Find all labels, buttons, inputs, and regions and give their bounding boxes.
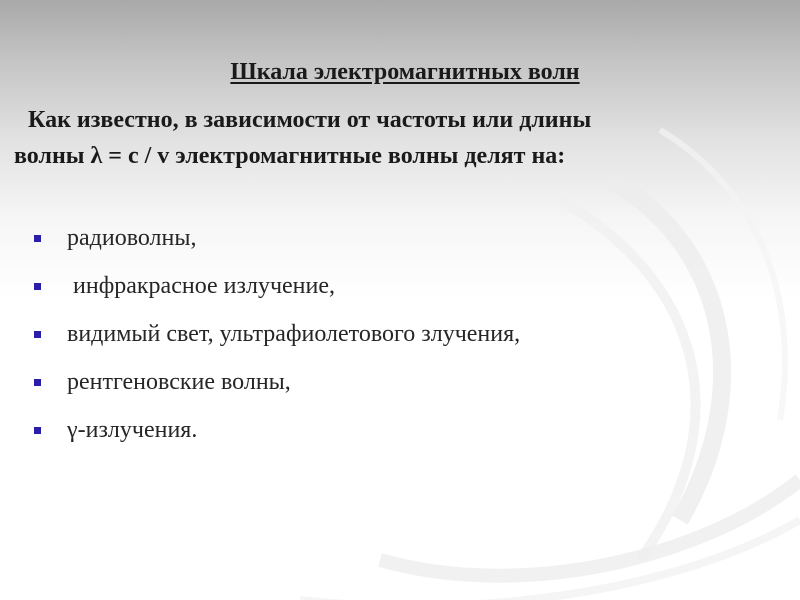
- slide-header: [0, 0, 800, 200]
- bullet-square-icon: [34, 379, 41, 386]
- bullet-text: γ-излучения.: [67, 417, 198, 443]
- bullet-list: [30, 216, 770, 456]
- slide-intro: [14, 102, 790, 174]
- intro-line-1: Как известно, в зависимости от частоты или длины: [28, 107, 592, 133]
- bullet-item-visible-uv: [30, 312, 770, 360]
- bullet-item-xray: [30, 360, 770, 408]
- bullet-square-icon: [34, 427, 41, 434]
- slide-title: Шкала электромагнитных волн: [230, 59, 580, 85]
- bullet-item-gamma: [30, 408, 770, 456]
- bullet-text: радиоволны,: [67, 225, 197, 251]
- bullet-text: инфракрасное излучение,: [67, 273, 336, 299]
- bullet-square-icon: [34, 235, 41, 242]
- bullet-square-icon: [34, 331, 41, 338]
- bullet-text: рентгеновские волны,: [67, 369, 291, 395]
- intro-line-2: волны λ = c / v электромагнитные волны делят на:: [14, 143, 566, 169]
- bullet-square-icon: [34, 283, 41, 290]
- bullet-text: видимый свет, ультрафиолетового злучения,: [67, 321, 521, 347]
- bullet-item-radio: [30, 216, 770, 264]
- bullet-item-infrared: [30, 264, 770, 312]
